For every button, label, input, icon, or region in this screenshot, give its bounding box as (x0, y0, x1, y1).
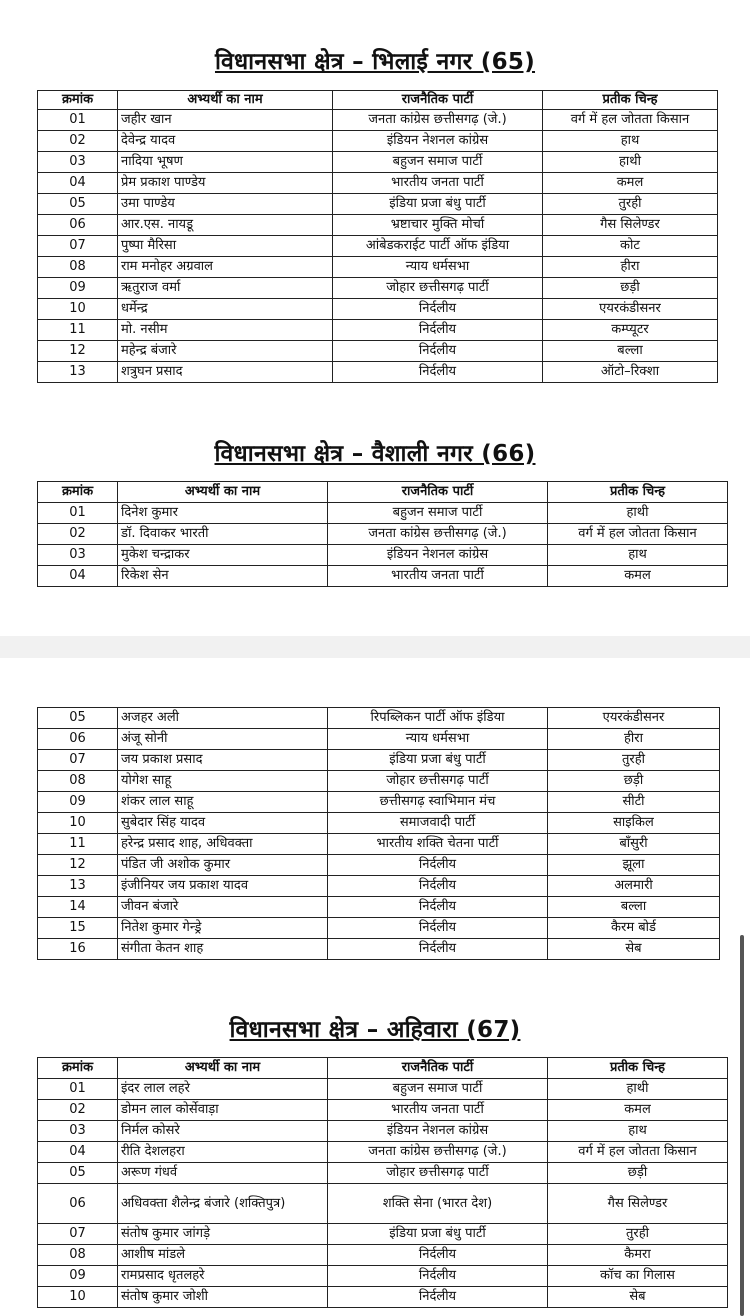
row-serial: 12 (38, 855, 118, 876)
row-candidate-name: धर्मेन्द्र (118, 299, 333, 320)
row-symbol: गैस सिलेण्डर (543, 215, 718, 236)
row-party: भारतीय शक्ति चेतना पार्टी (328, 834, 548, 855)
row-symbol: हाथ (548, 545, 728, 566)
header-party: राजनैतिक पार्टी (328, 1058, 548, 1079)
row-candidate-name: रीति देशलहरा (118, 1142, 328, 1163)
table-row (38, 299, 718, 320)
row-serial: 08 (38, 1245, 118, 1266)
header-party: राजनैतिक पार्टी (333, 91, 543, 110)
header-candidate-name: अभ्यर्थी का नाम (118, 1058, 328, 1079)
row-candidate-name: जय प्रकाश प्रसाद (118, 750, 328, 771)
row-symbol: वर्ग में हल जोतता किसान (543, 110, 718, 131)
row-serial: 10 (38, 813, 118, 834)
row-serial: 13 (38, 362, 118, 383)
row-serial: 01 (38, 1079, 118, 1100)
row-candidate-name: दिनेश कुमार (118, 503, 328, 524)
row-serial: 10 (38, 1287, 118, 1308)
table-row (38, 1142, 728, 1163)
row-symbol: सीटी (548, 792, 720, 813)
table-header-row (38, 482, 728, 503)
row-serial: 10 (38, 299, 118, 320)
table-row (38, 1100, 728, 1121)
candidates-table-66 (37, 481, 728, 587)
row-serial: 01 (38, 110, 118, 131)
header-symbol: प्रतीक चिन्ह (543, 91, 718, 110)
row-serial: 14 (38, 897, 118, 918)
row-symbol: कॉच का गिलास (548, 1266, 728, 1287)
row-party: निर्दलीय (333, 320, 543, 341)
row-serial: 06 (38, 1184, 118, 1224)
table-row (38, 1224, 728, 1245)
row-symbol: कैरम बोर्ड (548, 918, 720, 939)
row-serial: 09 (38, 792, 118, 813)
row-serial: 02 (38, 524, 118, 545)
header-serial: क्रमांक (38, 1058, 118, 1079)
row-serial: 05 (38, 194, 118, 215)
row-serial: 15 (38, 918, 118, 939)
row-candidate-name: योगेश साहू (118, 771, 328, 792)
row-candidate-name: आशीष मांडले (118, 1245, 328, 1266)
row-symbol: छड़ी (548, 771, 720, 792)
row-candidate-name: पंडित जी अशोक कुमार (118, 855, 328, 876)
row-party: न्याय धर्मसभा (333, 257, 543, 278)
row-symbol: कमल (548, 566, 728, 587)
row-symbol: छड़ी (543, 278, 718, 299)
header-serial: क्रमांक (38, 91, 118, 110)
row-serial: 04 (38, 1142, 118, 1163)
row-symbol: बल्ला (548, 897, 720, 918)
row-candidate-name: पुष्पा मैरिसा (118, 236, 333, 257)
table-row (38, 834, 720, 855)
row-candidate-name: संगीता केतन शाह (118, 939, 328, 960)
row-symbol: तुरही (548, 1224, 728, 1245)
row-serial: 05 (38, 708, 118, 729)
row-symbol: बल्ला (543, 341, 718, 362)
row-candidate-name: इंजीनियर जय प्रकाश यादव (118, 876, 328, 897)
candidates-table-67 (37, 1057, 728, 1308)
table-row (38, 362, 718, 383)
row-symbol: हाथी (548, 1079, 728, 1100)
row-party: जोहार छत्तीसगढ़ पार्टी (333, 278, 543, 299)
scrollbar[interactable] (740, 935, 744, 1316)
table-row (38, 173, 718, 194)
table-row (38, 236, 718, 257)
row-party: भारतीय जनता पार्टी (333, 173, 543, 194)
row-serial: 06 (38, 215, 118, 236)
table-row (38, 110, 718, 131)
header-party: राजनैतिक पार्टी (328, 482, 548, 503)
table-row (38, 1184, 728, 1224)
row-candidate-name: नितेश कुमार गेन्ड्रे (118, 918, 328, 939)
table-row (38, 1079, 728, 1100)
row-candidate-name: रिकेश सेन (118, 566, 328, 587)
row-candidate-name: अरूण गंधर्व (118, 1163, 328, 1184)
row-candidate-name: निर्मल कोसरे (118, 1121, 328, 1142)
table-row (38, 257, 718, 278)
row-symbol: कमल (548, 1100, 728, 1121)
row-candidate-name: महेन्द्र बंजारे (118, 341, 333, 362)
row-symbol: तुरही (548, 750, 720, 771)
row-serial: 11 (38, 320, 118, 341)
row-party: भारतीय जनता पार्टी (328, 566, 548, 587)
row-party: बहुजन समाज पार्टी (328, 503, 548, 524)
row-symbol: हीरा (548, 729, 720, 750)
row-party: रिपब्लिकन पार्टी ऑफ इंडिया (328, 708, 548, 729)
row-party: इंडिया प्रजा बंधु पार्टी (333, 194, 543, 215)
table-row (38, 341, 718, 362)
row-party: भ्रष्टाचार मुक्ति मोर्चा (333, 215, 543, 236)
table-row (38, 152, 718, 173)
table-row (38, 855, 720, 876)
row-serial: 07 (38, 750, 118, 771)
row-party: निर्दलीय (328, 876, 548, 897)
row-party: निर्दलीय (333, 362, 543, 383)
row-party: जनता कांग्रेस छत्तीसगढ़ (जे.) (328, 1142, 548, 1163)
row-serial: 16 (38, 939, 118, 960)
table-row (38, 503, 728, 524)
row-party: निर्दलीय (328, 918, 548, 939)
row-symbol: सेब (548, 939, 720, 960)
table-row (38, 545, 728, 566)
row-serial: 02 (38, 131, 118, 152)
row-party: निर्दलीय (328, 1266, 548, 1287)
row-symbol: वर्ग में हल जोतता किसान (548, 524, 728, 545)
table-row (38, 194, 718, 215)
row-party: निर्दलीय (328, 1287, 548, 1308)
row-candidate-name: हरेन्द्र प्रसाद शाह, अधिवक्ता (118, 834, 328, 855)
row-serial: 08 (38, 257, 118, 278)
row-symbol: वर्ग में हल जोतता किसान (548, 1142, 728, 1163)
candidates-table-65 (37, 90, 718, 383)
row-symbol: हाथी (543, 152, 718, 173)
table-row (38, 278, 718, 299)
row-party: समाजवादी पार्टी (328, 813, 548, 834)
row-candidate-name: इंदर लाल लहरे (118, 1079, 328, 1100)
row-symbol: अलमारी (548, 876, 720, 897)
header-symbol: प्रतीक चिन्ह (548, 482, 728, 503)
row-symbol: कम्प्यूटर (543, 320, 718, 341)
table-row (38, 524, 728, 545)
row-serial: 07 (38, 1224, 118, 1245)
section-title-66: विधानसभा क्षेत्र – वैशाली नगर (66) (214, 441, 536, 467)
row-serial: 03 (38, 545, 118, 566)
row-candidate-name: जीवन बंजारे (118, 897, 328, 918)
row-symbol: तुरही (543, 194, 718, 215)
table-row (38, 1121, 728, 1142)
table-row (38, 729, 720, 750)
row-symbol: हाथ (548, 1121, 728, 1142)
row-candidate-name: मो. नसीम (118, 320, 333, 341)
row-candidate-name: राम मनोहर अग्रवाल (118, 257, 333, 278)
table-row (38, 1163, 728, 1184)
table-row (38, 566, 728, 587)
row-party: भारतीय जनता पार्टी (328, 1100, 548, 1121)
row-candidate-name: शंकर लाल साहू (118, 792, 328, 813)
row-symbol: एयरकंडीसनर (548, 708, 720, 729)
row-candidate-name: सुबेदार सिंह यादव (118, 813, 328, 834)
row-candidate-name: ऋतुराज वर्मा (118, 278, 333, 299)
table-row (38, 792, 720, 813)
row-symbol: हीरा (543, 257, 718, 278)
row-serial: 06 (38, 729, 118, 750)
header-candidate-name: अभ्यर्थी का नाम (118, 482, 328, 503)
row-serial: 08 (38, 771, 118, 792)
table-row (38, 876, 720, 897)
row-serial: 04 (38, 566, 118, 587)
row-party: इंडिया प्रजा बंधु पार्टी (328, 750, 548, 771)
row-candidate-name: देवेन्द्र यादव (118, 131, 333, 152)
table-row (38, 1287, 728, 1308)
row-symbol: गैस सिलेण्डर (548, 1184, 728, 1224)
row-serial: 03 (38, 152, 118, 173)
table-row (38, 1245, 728, 1266)
row-party: बहुजन समाज पार्टी (333, 152, 543, 173)
row-party: जोहार छत्तीसगढ़ पार्टी (328, 1163, 548, 1184)
page-break (0, 636, 750, 658)
section-title-65: विधानसभा क्षेत्र – भिलाई नगर (65) (214, 49, 536, 75)
row-party: निर्दलीय (328, 1245, 548, 1266)
row-party: निर्दलीय (333, 341, 543, 362)
row-party: इंडियन नेशनल कांग्रेस (328, 1121, 548, 1142)
header-symbol: प्रतीक चिन्ह (548, 1058, 728, 1079)
row-party: छत्तीसगढ़ स्वाभिमान मंच (328, 792, 548, 813)
row-symbol: हाथी (548, 503, 728, 524)
row-serial: 09 (38, 278, 118, 299)
row-candidate-name: डोमन लाल कोर्सेवाड़ा (118, 1100, 328, 1121)
table-row (38, 918, 720, 939)
row-candidate-name: अधिवक्ता शैलेन्द्र बंजारे (शक्तिपुत्र) (118, 1184, 328, 1224)
row-symbol: एयरकंडीसनर (543, 299, 718, 320)
table-row (38, 813, 720, 834)
table-row (38, 771, 720, 792)
row-candidate-name: अंजू सोनी (118, 729, 328, 750)
row-serial: 03 (38, 1121, 118, 1142)
table-header-row (38, 91, 718, 110)
row-candidate-name: मुकेश चन्द्राकर (118, 545, 328, 566)
row-candidate-name: आर.एस. नायडू (118, 215, 333, 236)
row-party: निर्दलीय (328, 939, 548, 960)
row-symbol: ऑटो–रिक्शा (543, 362, 718, 383)
row-symbol: सेब (548, 1287, 728, 1308)
row-party: न्याय धर्मसभा (328, 729, 548, 750)
row-symbol: छड़ी (548, 1163, 728, 1184)
table-row (38, 131, 718, 152)
row-party: निर्दलीय (328, 897, 548, 918)
row-serial: 11 (38, 834, 118, 855)
row-party: आंबेडकराईट पार्टी ऑफ इंडिया (333, 236, 543, 257)
row-candidate-name: संतोष कुमार जांगड़े (118, 1224, 328, 1245)
section-title-67: विधानसभा क्षेत्र – अहिवारा (67) (229, 1017, 521, 1043)
row-serial: 04 (38, 173, 118, 194)
row-candidate-name: शत्रुघन प्रसाद (118, 362, 333, 383)
row-party: निर्दलीय (333, 299, 543, 320)
header-candidate-name: अभ्यर्थी का नाम (118, 91, 333, 110)
row-serial: 12 (38, 341, 118, 362)
table-row (38, 939, 720, 960)
row-candidate-name: प्रेम प्रकाश पाण्डेय (118, 173, 333, 194)
table-row (38, 215, 718, 236)
row-symbol: साइकिल (548, 813, 720, 834)
table-row (38, 1266, 728, 1287)
row-candidate-name: रामप्रसाद धृतलहरे (118, 1266, 328, 1287)
table-row (38, 708, 720, 729)
row-serial: 13 (38, 876, 118, 897)
row-symbol: झूला (548, 855, 720, 876)
table-row (38, 320, 718, 341)
row-party: निर्दलीय (328, 855, 548, 876)
row-serial: 02 (38, 1100, 118, 1121)
row-party: इंडियन नेशनल कांग्रेस (333, 131, 543, 152)
candidates-table-66-continued (37, 707, 720, 960)
row-symbol: बाँसुरी (548, 834, 720, 855)
row-candidate-name: अजहर अली (118, 708, 328, 729)
row-symbol: कोट (543, 236, 718, 257)
row-party: जनता कांग्रेस छत्तीसगढ़ (जे.) (328, 524, 548, 545)
row-party: जोहार छत्तीसगढ़ पार्टी (328, 771, 548, 792)
row-candidate-name: संतोष कुमार जोशी (118, 1287, 328, 1308)
row-serial: 09 (38, 1266, 118, 1287)
row-party: इंडियन नेशनल कांग्रेस (328, 545, 548, 566)
row-serial: 05 (38, 1163, 118, 1184)
row-party: बहुजन समाज पार्टी (328, 1079, 548, 1100)
row-candidate-name: नादिया भूषण (118, 152, 333, 173)
row-symbol: कैमरा (548, 1245, 728, 1266)
row-candidate-name: जहीर खान (118, 110, 333, 131)
table-header-row (38, 1058, 728, 1079)
table-row (38, 750, 720, 771)
row-party: इंडिया प्रजा बंधु पार्टी (328, 1224, 548, 1245)
row-serial: 01 (38, 503, 118, 524)
row-party: जनता कांग्रेस छत्तीसगढ़ (जे.) (333, 110, 543, 131)
row-candidate-name: डॉ. दिवाकर भारती (118, 524, 328, 545)
row-symbol: कमल (543, 173, 718, 194)
row-symbol: हाथ (543, 131, 718, 152)
header-serial: क्रमांक (38, 482, 118, 503)
table-row (38, 897, 720, 918)
row-candidate-name: उमा पाण्डेय (118, 194, 333, 215)
row-party: शक्ति सेना (भारत देश) (328, 1184, 548, 1224)
row-serial: 07 (38, 236, 118, 257)
